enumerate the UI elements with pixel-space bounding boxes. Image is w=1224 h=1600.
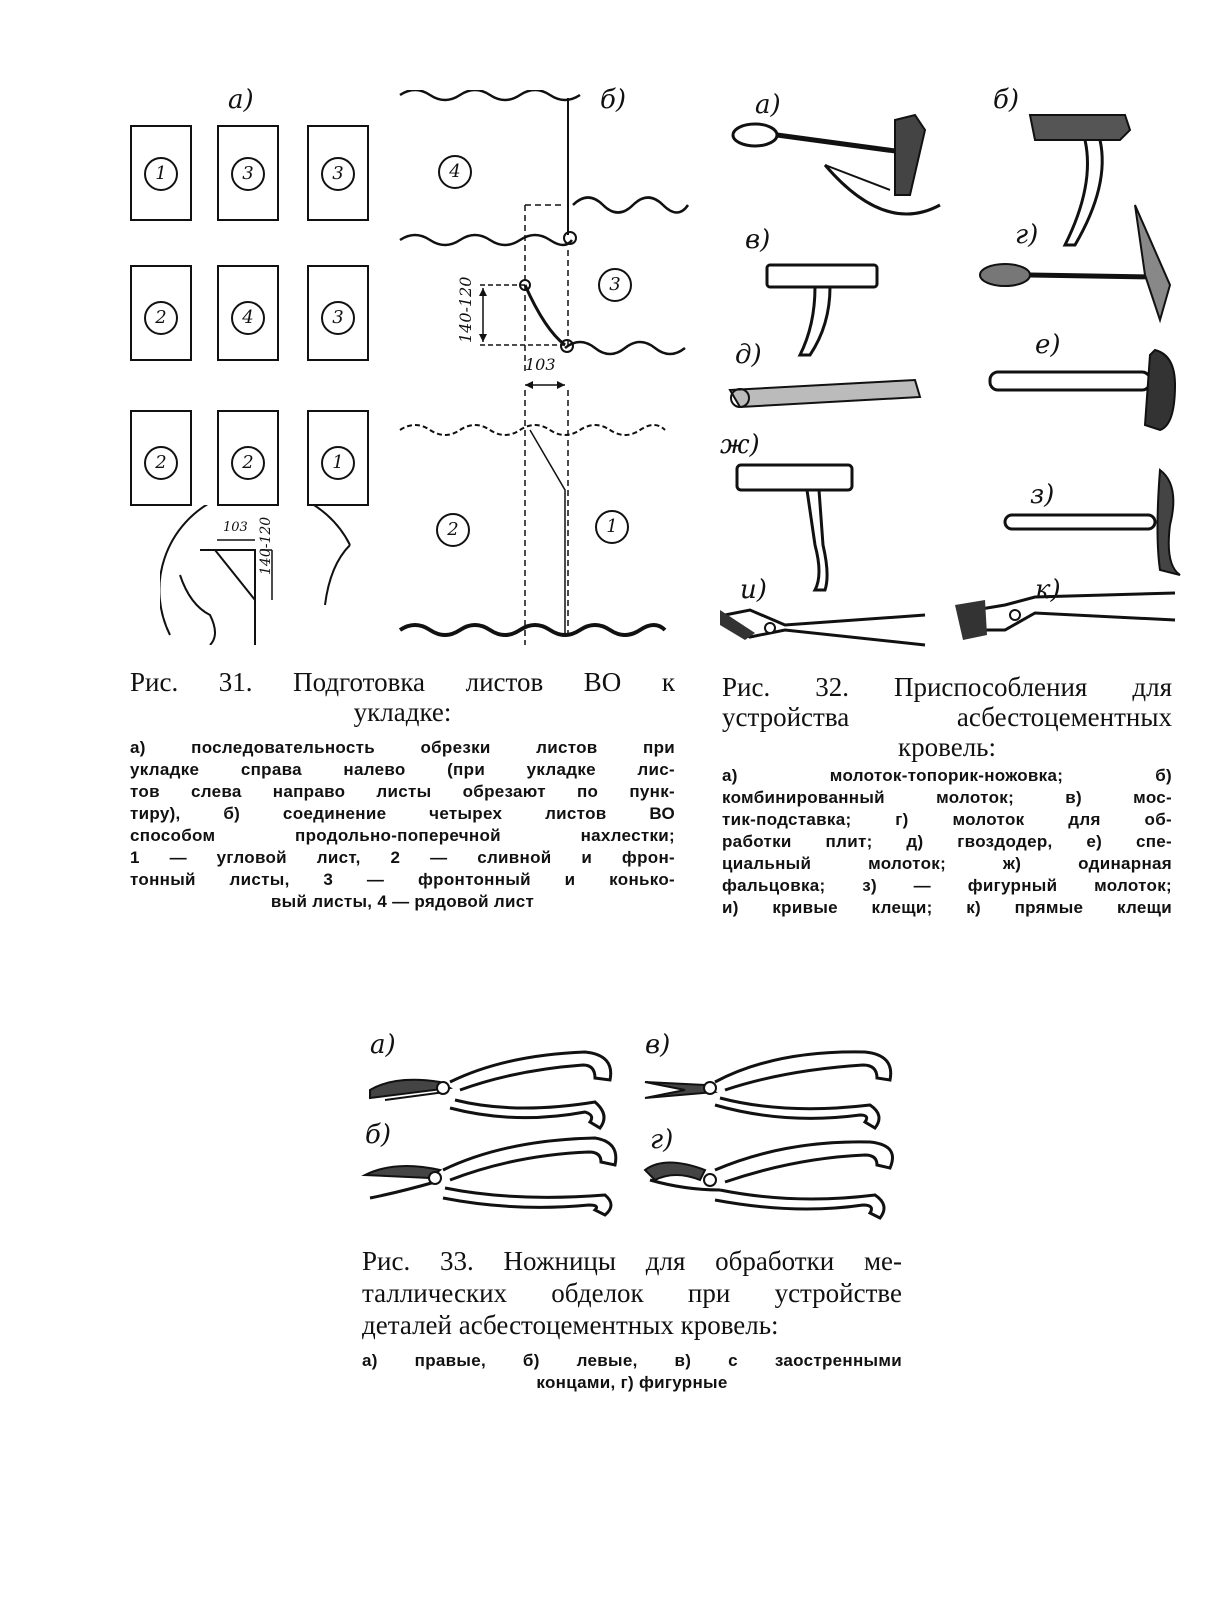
sheet-number: 1 [321,446,355,480]
fig33-label-a: а) [370,1030,396,1060]
fig33-label-g: г) [650,1125,674,1155]
fig32-label-v: в) [745,225,771,255]
fig32-label-e: е) [1035,330,1061,360]
caption-line: Рис. 31. Подготовка листов ВО к [130,667,675,697]
fig31-sheet [130,410,192,506]
fig33-label-b: б) [365,1120,392,1150]
caption-line: Рис. 33. Ножницы для обработки ме- [362,1246,902,1276]
fig31-label-b: б) [600,85,627,115]
caption-line: а) последовательность обрезки листов при [130,738,675,757]
caption-line: 1 — угловой лист, 2 — сливной и фрон- [130,848,675,867]
fig31-sheet [130,125,192,221]
fig32-label-a: а) [755,90,781,120]
fig31-caption-title [130,667,675,727]
caption-line: способом продольно-поперечной нахлестки; [130,826,675,845]
fig31-dim-103: 103 [525,355,556,374]
fig31-label-a: а) [228,85,254,115]
figure-33 [355,1030,915,1220]
sheet-number: 1 [144,157,178,191]
fig33-caption-body [362,1350,902,1394]
sheet-number: 3 [321,157,355,191]
fig31-zone-number: 3 [598,268,632,302]
fig31-zone-number: 4 [438,155,472,189]
figure-31 [120,85,690,645]
sheet-number: 3 [231,157,265,191]
caption-line: укладке: [353,697,452,727]
fig31-sheet [217,410,279,506]
sheet-number: 4 [231,301,265,335]
fig31-caption-body [130,737,675,913]
caption-line: концами, г) фигурные [536,1373,728,1392]
fig31-zone-number: 2 [436,513,470,547]
caption-line: кровель: [898,732,996,762]
caption-line: укладке справа налево (при укладке лис- [130,760,675,779]
caption-line: деталей асбестоцементных кровель: [362,1310,779,1340]
caption-line: тик-подставка; г) молоток для об- [722,810,1172,829]
fig31-sheet [307,125,369,221]
fig31-zone-number: 1 [595,510,629,544]
sheet-number: 2 [231,446,265,480]
caption-line: тонный листы, 3 — фронтонный и конько- [130,870,675,889]
fig31-sheet [307,410,369,506]
fig32-caption-body [722,765,1172,919]
sheet-number: 2 [144,446,178,480]
fig33-label-v: в) [645,1030,671,1060]
fig32-label-g: г) [1015,220,1039,250]
fig33-shears-drawing [355,1030,915,1220]
fig32-label-k: к) [1035,575,1061,605]
fig32-caption-title [722,672,1172,762]
fig31-dim-103-small: 103 [223,520,248,535]
fig32-tools-drawing [715,85,1190,655]
fig31-sheet [217,265,279,361]
fig31-dim-140-120-small: 140-120 [258,516,274,575]
sheet-number: 3 [321,301,355,335]
fig32-label-d: д) [735,340,762,370]
figure-32 [715,85,1190,655]
caption-line: и) кривые клещи; к) прямые клещи [722,898,1172,917]
fig32-label-b: б) [993,85,1020,115]
caption-line: работки плит; д) гвоздодер, е) спе- [722,832,1172,851]
fig32-label-i: и) [740,575,767,605]
caption-line: а) правые, б) левые, в) с заостренными [362,1351,902,1370]
caption-line: комбинированный молоток; в) мос- [722,788,1172,807]
fig31-dim-140-120: 140-120 [456,276,475,343]
fig32-label-z: з) [1030,480,1055,510]
caption-line: тов слева направо листы обрезают по пунк- [130,782,675,801]
sheet-number: 2 [144,301,178,335]
fig33-caption-title [362,1245,902,1341]
caption-line: Рис. 32. Приспособления для [722,672,1172,702]
caption-line: таллических обделок при устройстве [362,1278,902,1308]
caption-line: устройства асбестоцементных [722,702,1172,732]
fig31-sheet [130,265,192,361]
fig31-sheet [217,125,279,221]
caption-line: фальцовка; з) — фигурный молоток; [722,876,1172,895]
caption-line: вый листы, 4 — рядовой лист [270,892,535,911]
caption-line: циальный молоток; ж) одинарная [722,854,1172,873]
caption-line: а) молоток-топорик-ножовка; б) [722,766,1172,785]
fig31-sheet [307,265,369,361]
fig32-label-zh: ж) [720,430,760,460]
caption-line: тиру), б) соединение четырех листов ВО [130,804,675,823]
